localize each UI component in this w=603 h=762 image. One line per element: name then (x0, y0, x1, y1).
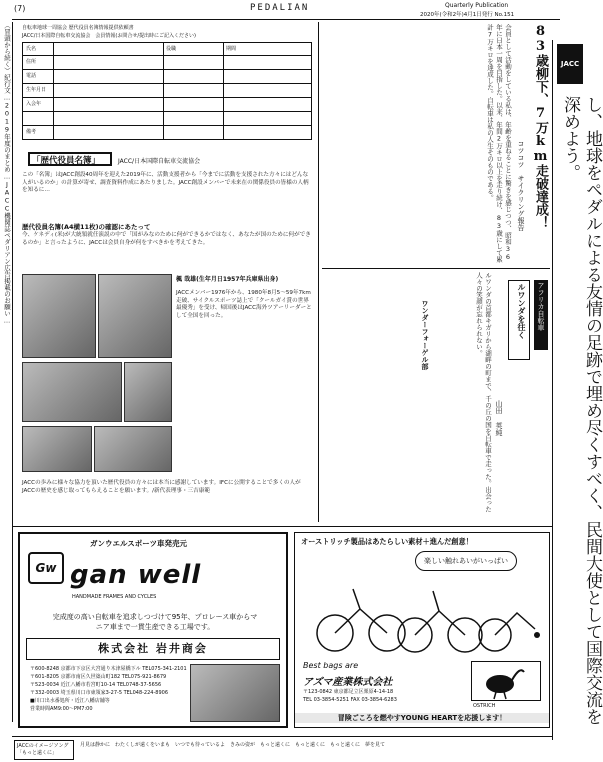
ganwell-contact-4: ■川口出水番処所・近江八幡店舗等 (30, 698, 110, 704)
form-field-0: 氏名 (26, 46, 37, 52)
form-title-1: 自転車地球一周協会 歴代役員名簿情報提供依頼書 (22, 25, 134, 31)
ostrich-company: アズマ産業株式会社 (303, 677, 393, 688)
feature-kicker: 83歳柳下、7万km走破達成！ (533, 24, 548, 229)
jacc-logo: JACC (557, 44, 583, 84)
officer-photo-1 (22, 274, 96, 358)
ganwell-tagline: ガンウエルスポーツ車発売元 (90, 539, 187, 548)
ganwell-maker: 株式会社 岩井商会 (26, 638, 280, 660)
banner-divider (552, 40, 553, 740)
section-heading: 「歴代役員名簿」 (32, 156, 101, 166)
cyclists-illustration (305, 569, 541, 655)
feature-series: コツコツ サイクリング報告 (517, 140, 525, 231)
publication-title: PEDALIAN (250, 3, 310, 13)
form-field-2: 電話 (26, 73, 37, 79)
feature-body: 会員として活動をしている私は、年齢を重ねることに驚きを感じつつ、昭和36年に日本一周を目指した。以来、年間2万キロ以上を走り続け、83歳にして累計7万キロを達成した。自転車は私の人生そのものである。 (486, 24, 512, 263)
ostrich-brand: OSTRICH (473, 703, 496, 709)
officer-photo-2 (98, 274, 172, 358)
intro-text: この「名簿」はJACC創設40周年を迎えた2019年に、活動支援者から「今までに活動を支援された方々にはどんな人がいるのか」の計算が寄せ、調査資料作成にあたりました。JACC創設メンバーで未来在の関係役員の皆様の人柄を知るに… (22, 172, 309, 193)
ganwell-sub: HANDMADE FRAMES AND CYCLES (72, 594, 157, 600)
form-field-5: 役職 (166, 46, 177, 52)
ostrich-bubble: 楽しい触れあいがいっぱい (415, 551, 517, 571)
africa-label: アフリカ自転車 (534, 280, 548, 350)
subtitle: 歴代役員名簿(A4横11枚)の確認にあたって (22, 223, 151, 231)
rwanda-box: ルワンダを往く (508, 280, 530, 360)
ganwell-contact-1: 〒601-8205 京都市南区久世築山町182 TEL075-921-8679 (30, 674, 167, 680)
form-field-4: 入会年 (26, 101, 42, 107)
issue-date: 2020年(令和2年)4月1日発行 No.151 (420, 12, 515, 18)
ostrich-tel: TEL 03-3854-5251 FAX 03-3854-6283 (303, 697, 397, 703)
ganwell-logo-icon: Gw (28, 552, 64, 584)
form-field-1: 住所 (26, 59, 37, 65)
image-song-label-box (14, 740, 74, 760)
ganwell-brand: gan well (70, 560, 202, 590)
officer-photo-5 (22, 426, 92, 472)
ganwell-contact-3: 〒332-0003 埼玉県川口市東領家3-27-5 TEL048-224-8906 (30, 690, 169, 696)
ostrich-logo-icon (471, 661, 541, 701)
form-field-3: 生年月日 (26, 87, 47, 93)
ganwell-contact-2: 〒523-0034 近江八幡市若宮町10-14 TEL0748-37-5656 (30, 682, 162, 688)
officer-photo-3 (22, 362, 122, 422)
left-margin-text: （冒頭から続く）紀行文…2019年度のまとめ…JACC機関誌ペダリアン広告掲載のお願い… (3, 22, 11, 325)
left-margin-rule (12, 22, 13, 722)
column-divider (318, 22, 319, 522)
header-rule (12, 19, 560, 20)
ostrich-headline: オーストリッチ製品はあたらしい素材＋進んだ創意！ (301, 537, 473, 546)
form-field-6: 期間 (226, 46, 237, 52)
ganwell-contact-5: 営業時間AM9:00〜PM7:00 (30, 706, 93, 712)
officer-photo-4 (124, 362, 172, 422)
ostrich-ad (294, 532, 550, 728)
body-text: 今、ケネディ(米)が大統領就任演説の中で「国がみなのために何ができるかではなく、あなたが国のために何ができるのか」と言ったように、JACCは会員自身が何をすべきかを考えてきた。 (22, 232, 311, 246)
ad-top-rule (12, 526, 552, 527)
feature-rule (322, 268, 550, 269)
ganwell-desc: 完成度の高い自転車を追求しつづけて95年、プロレース車からマニア車まで一貫生産できる工場です。 (52, 613, 258, 631)
form-field-7: 備考 (26, 129, 37, 135)
closing-text: JACCの歩みに様々な協力を頂いた歴代役員の方々には本当に感謝しています。IFCに公開することで多くの人がJACCの歴史を感じ取ってもらえることを願います。/新代表理事・三吉康範 (22, 480, 301, 494)
bio-text: JACCメンバー1976年から、1980年8月5〜59年7km走破、サイクルスポーツ誌上で「クールガイ賞の世界最優秀」を受け、帰国後はJACC海外ツアーリーダーとして全国を回った。 (176, 290, 312, 319)
ostrich-footer: 冒険ごころを燃やすYOUNG HEARTを応援します！ (295, 713, 549, 723)
section-subheading: JACC/日本国際自転車交流協会 (118, 158, 201, 165)
bottom-strip-text: 月見は静かに わたくしが遠くをいまも いつでも待っているよ きみの姿が もっと遠くに もっと遠くに もっと遠くに 夢を見て (80, 742, 386, 748)
page-number: (7) (14, 4, 26, 13)
ganwell-bike-photo (190, 664, 280, 722)
rwanda-author: 山田 英純 (495, 400, 503, 436)
rwanda-body: ルワンダの首都キガリから湖畔の町まで、千の丘の国を自転車で走った。出会った人々の笑顔が忘れられない。 (475, 272, 492, 513)
ganwell-ad (18, 532, 288, 728)
side-banner-text: し、地球をペダルによる友情の足跡で埋め尽くすべく、民間大使として国際交流を深めよう。 (560, 96, 602, 725)
bio-text-continued (176, 372, 312, 436)
side-banner (555, 40, 602, 738)
ostrich-address: 〒123-0842 東京都足立区栗原4-14-18 (303, 689, 394, 695)
application-form (22, 42, 312, 140)
form-title-2: JACC/日本国際自転車交流協会 会員情報(お問合せ/提出時にご記入ください) (22, 33, 196, 39)
quarterly-label: Quarterly Publication (445, 2, 509, 9)
ostrich-best: Best bags are (303, 661, 359, 670)
bottom-rule (12, 736, 552, 737)
image-song-label: JACCのイメージソング「もっと遠くに」 (17, 743, 69, 756)
ganwell-contact-0: 〒600-8248 京都市下京区大宮通り木津屋橋下ル TEL075-341-2101 (30, 666, 187, 672)
photo-caption: 楓 哉雄(生年月日1957年兵庫県出身) (176, 276, 279, 283)
officer-photo-6 (94, 426, 172, 472)
feature-author: ワンダーフォーゲル部 (421, 300, 429, 370)
